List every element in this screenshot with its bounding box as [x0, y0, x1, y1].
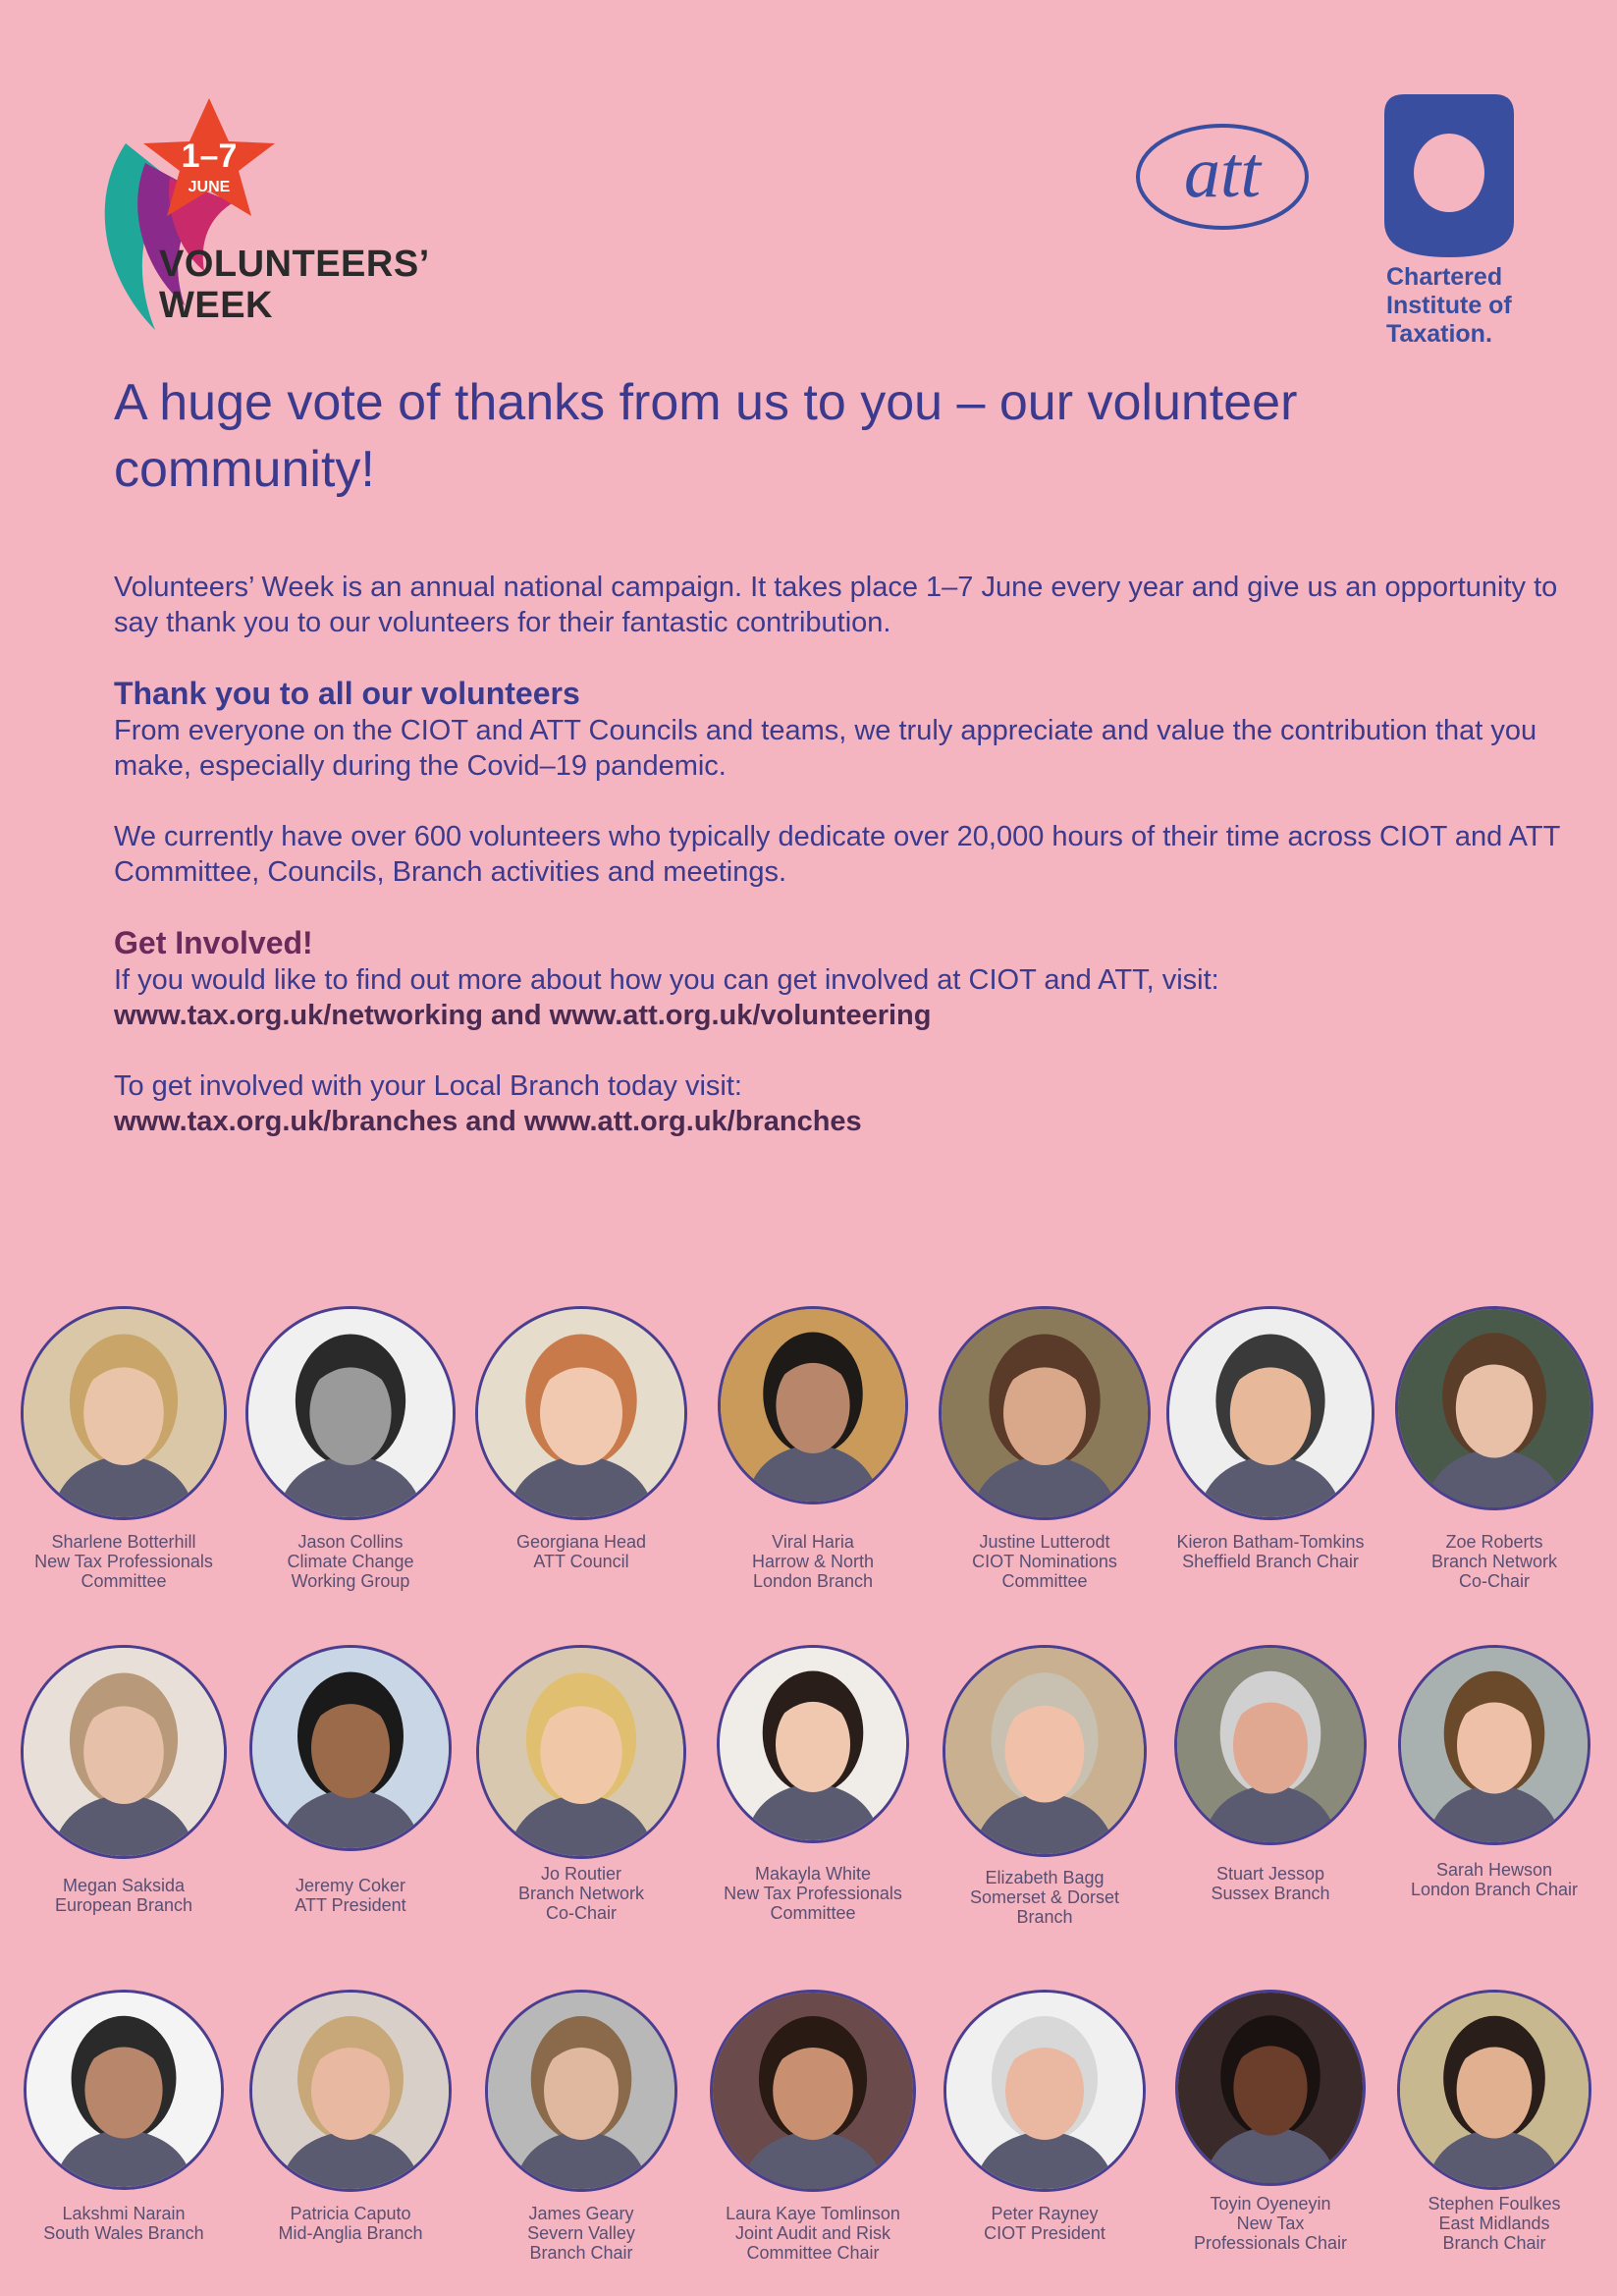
person-silhouette-icon — [24, 1309, 224, 1517]
volunteer-photo — [710, 1990, 916, 2192]
att-logo-icon — [1134, 118, 1311, 236]
volunteer-photo — [485, 1990, 677, 2192]
att-logo — [1134, 118, 1311, 236]
volunteer-role: New Tax Professionals Chair — [1193, 2214, 1348, 2253]
volunteer-photo — [1175, 1990, 1366, 2186]
volunteer-name: Peter Rayney — [991, 2204, 1099, 2223]
person-silhouette-icon — [27, 1993, 221, 2187]
volunteers-week-line2: WEEK — [159, 285, 273, 326]
volunteer-photo — [939, 1306, 1151, 1520]
volunteer-caption — [1153, 2194, 1388, 2253]
volunteer-role: Mid-Anglia Branch — [278, 2223, 423, 2243]
get-involved-paragraph: If you would like to find out more about how you can get involved at CIOT and ATT, visit: — [114, 964, 1219, 996]
headline: A huge vote of thanks from us to you – our volunteer community! — [114, 374, 1298, 498]
volunteer-photo — [21, 1645, 227, 1859]
volunteer-name: Laura Kaye Tomlinson — [726, 2204, 900, 2223]
person-silhouette-icon — [713, 1993, 913, 2189]
volunteer-name: Sarah Hewson — [1435, 1860, 1553, 1880]
volunteer-caption — [6, 1532, 242, 1591]
volunteer-caption — [1376, 1532, 1612, 1591]
person-silhouette-icon — [721, 1309, 905, 1502]
volunteer-role: European Branch — [54, 1895, 193, 1915]
volunteer-photo — [1166, 1306, 1374, 1520]
volunteer-role: Sussex Branch — [1211, 1884, 1330, 1903]
volunteer-photo — [21, 1306, 227, 1520]
volunteer-caption — [1376, 2194, 1612, 2253]
person-silhouette-icon — [1398, 1309, 1590, 1507]
person-silhouette-icon — [24, 1648, 224, 1856]
volunteer-caption — [6, 2204, 242, 2243]
volunteers-week-dates: 1–7 — [181, 137, 238, 175]
volunteer-caption — [1153, 1532, 1388, 1571]
volunteer-caption — [695, 2204, 931, 2263]
ciot-logo — [1384, 94, 1522, 350]
volunteer-caption — [927, 1532, 1162, 1591]
get-involved-links[interactable]: www.tax.org.uk/networking and www.att.org.uk/volunteering — [114, 1000, 932, 1031]
volunteer-photo — [1174, 1645, 1367, 1845]
volunteer-name: Jason Collins — [297, 1532, 404, 1552]
volunteer-caption — [463, 2204, 699, 2263]
volunteer-caption — [927, 1868, 1162, 1927]
person-silhouette-icon — [252, 1993, 449, 2189]
branch-paragraph: To get involved with your Local Branch today visit: — [114, 1070, 742, 1102]
volunteer-caption — [1376, 1860, 1612, 1899]
volunteer-name: Zoe Roberts — [1445, 1532, 1543, 1552]
volunteer-caption — [927, 2204, 1162, 2243]
volunteer-name: Justine Lutterodt — [979, 1532, 1110, 1552]
volunteer-name: Jo Routier — [540, 1864, 622, 1884]
volunteer-role: Sheffield Branch Chair — [1182, 1552, 1359, 1571]
volunteer-name: Megan Saksida — [62, 1876, 186, 1895]
volunteer-name: Toyin Oyeneyin — [1210, 2194, 1331, 2214]
get-involved-heading: Get Involved! — [114, 925, 313, 960]
volunteer-name: Jeremy Coker — [295, 1876, 406, 1895]
volunteer-photo — [1397, 1990, 1591, 2190]
volunteer-role: Climate Change Working Group — [287, 1552, 414, 1591]
volunteers-week-title — [159, 244, 430, 326]
volunteer-name: Sharlene Botterhill — [51, 1532, 196, 1552]
volunteer-caption — [1153, 1864, 1388, 1903]
person-silhouette-icon — [1177, 1648, 1364, 1842]
volunteer-role: ATT President — [295, 1895, 406, 1915]
person-silhouette-icon — [1178, 1993, 1363, 2183]
volunteer-role: CIOT President — [984, 2223, 1105, 2243]
att-logo-text: att — [1183, 133, 1262, 213]
body-copy — [114, 570, 1567, 1139]
volunteer-role: London Branch Chair — [1410, 1880, 1579, 1899]
volunteer-role: Joint Audit and Risk Committee Chair — [734, 2223, 891, 2263]
volunteer-photo — [24, 1990, 224, 2190]
volunteer-caption — [695, 1532, 931, 1591]
volunteer-name: James Geary — [528, 2204, 634, 2223]
person-silhouette-icon — [720, 1648, 906, 1840]
person-silhouette-icon — [1401, 1648, 1588, 1842]
volunteer-name: Viral Haria — [772, 1532, 854, 1552]
volunteer-photo — [943, 1645, 1147, 1857]
person-silhouette-icon — [1169, 1309, 1372, 1517]
ciot-name: Chartered Institute of Taxation. — [1386, 263, 1512, 348]
volunteers-week-month: JUNE — [188, 179, 231, 195]
volunteer-grid — [0, 1296, 1617, 2296]
person-silhouette-icon — [479, 1648, 683, 1856]
volunteer-name: Kieron Batham-Tomkins — [1176, 1532, 1365, 1552]
volunteer-name: Georgiana Head — [515, 1532, 647, 1552]
volunteer-name: Elizabeth Bagg — [985, 1868, 1105, 1887]
volunteer-role: Severn Valley Branch Chair — [527, 2223, 635, 2263]
volunteer-role: ATT Council — [533, 1552, 629, 1571]
person-silhouette-icon — [946, 1993, 1143, 2189]
stats-paragraph: We currently have over 600 volunteers who typically dedicate over 20,000 hours of their time across CIOT and ATT Committee, Councils, Branch activities and meetings. — [114, 821, 1560, 888]
person-silhouette-icon — [478, 1309, 684, 1517]
volunteer-caption — [233, 1876, 468, 1915]
volunteer-role: Harrow & North London Branch — [751, 1552, 875, 1591]
volunteer-photo — [249, 1645, 452, 1851]
volunteer-role: CIOT Nominations Committee — [972, 1552, 1117, 1591]
volunteer-photo — [245, 1306, 456, 1520]
volunteer-role: East Midlands Branch Chair — [1438, 2214, 1550, 2253]
volunteer-caption — [463, 1864, 699, 1923]
person-silhouette-icon — [488, 1993, 674, 2189]
branch-links[interactable]: www.tax.org.uk/branches and www.att.org.uk/branches — [114, 1106, 862, 1137]
volunteer-caption — [695, 1864, 931, 1923]
volunteer-name: Stephen Foulkes — [1428, 2194, 1561, 2214]
volunteer-photo — [718, 1306, 908, 1504]
person-silhouette-icon — [945, 1648, 1144, 1854]
person-silhouette-icon — [1400, 1993, 1589, 2187]
volunteer-photo — [476, 1645, 686, 1859]
volunteer-photo — [1398, 1645, 1590, 1845]
volunteer-role: Branch Network Co-Chair — [517, 1884, 645, 1923]
person-silhouette-icon — [248, 1309, 453, 1517]
thanks-paragraph: From everyone on the CIOT and ATT Councils and teams, we truly appreciate and value the contribution that you make, especially during the Covid–19 pandemic. — [114, 715, 1537, 782]
volunteer-role: New Tax Professionals Committee — [724, 1884, 902, 1923]
volunteer-name: Makayla White — [754, 1864, 872, 1884]
volunteer-role: New Tax Professionals Committee — [34, 1552, 213, 1591]
thanks-heading: Thank you to all our volunteers — [114, 676, 580, 711]
volunteer-photo — [249, 1990, 452, 2192]
volunteer-role: Branch Network Co-Chair — [1430, 1552, 1558, 1591]
volunteer-caption — [233, 1532, 468, 1591]
volunteers-week-logo — [86, 94, 459, 340]
volunteer-photo — [475, 1306, 687, 1520]
volunteer-name: Patricia Caputo — [290, 2204, 411, 2223]
volunteer-caption — [6, 1876, 242, 1915]
volunteer-photo — [1395, 1306, 1593, 1510]
volunteer-photo — [717, 1645, 909, 1843]
person-silhouette-icon — [942, 1309, 1148, 1517]
volunteer-caption — [463, 1532, 699, 1571]
volunteer-name: Lakshmi Narain — [62, 2204, 186, 2223]
volunteer-role: South Wales Branch — [43, 2223, 204, 2243]
intro-paragraph: Volunteers’ Week is an annual national campaign. It takes place 1–7 June every year and give us an opportunity to say thank you to our volunteers for their fantastic contribution. — [114, 572, 1558, 638]
volunteer-name: Stuart Jessop — [1215, 1864, 1325, 1884]
volunteers-week-line1: VOLUNTEERS’ — [159, 244, 430, 285]
ciot-ring-icon — [1384, 94, 1514, 257]
volunteer-caption — [233, 2204, 468, 2243]
volunteer-role: Somerset & Dorset Branch — [969, 1887, 1120, 1927]
volunteer-photo — [943, 1990, 1146, 2192]
person-silhouette-icon — [252, 1648, 449, 1848]
